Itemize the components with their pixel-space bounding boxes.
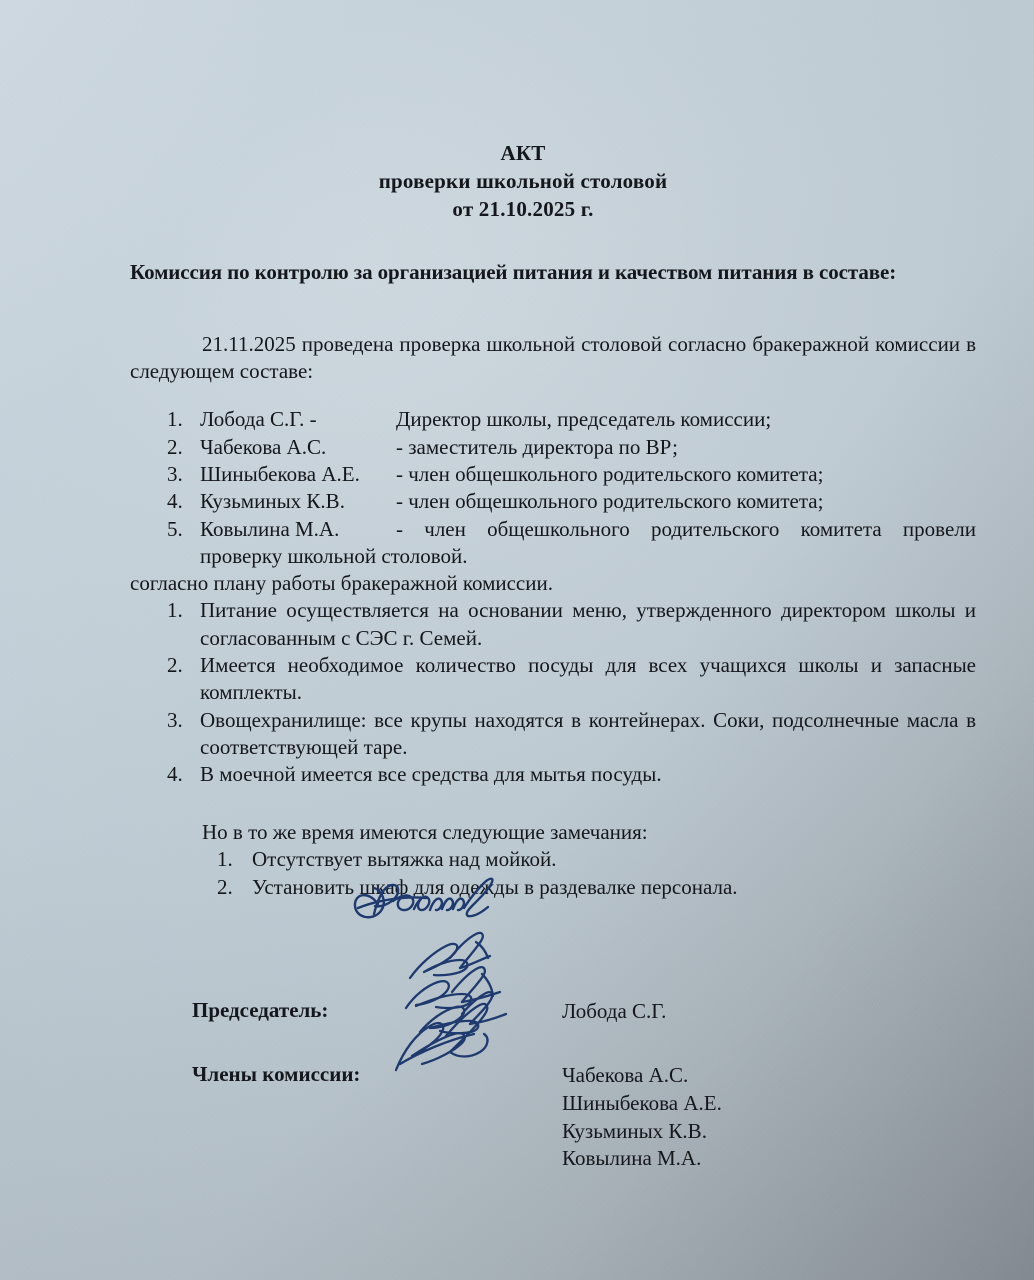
list-item: 2. Установить шкаф для одежды в раздевалке персонала. bbox=[238, 874, 976, 902]
list-item bbox=[188, 461, 976, 488]
signature-name-text: Шиныбекова А.Е. bbox=[562, 1090, 722, 1115]
list-item: 1. Питание осуществляется на основании меню, утвержденного директором школы и согласованным с СЭС г. Семей. bbox=[188, 597, 976, 652]
members-signature-row bbox=[192, 1062, 976, 1174]
list-item: 3. Овощехранилище: все крупы находятся в контейнерах. Соки, подсолнечные масла в соответствующей таре. bbox=[188, 707, 976, 762]
member-name: Чабекова А.С. bbox=[200, 434, 327, 459]
member-name: Лобода С.Г. - bbox=[200, 407, 317, 432]
plan-reference-line: согласно плану работы бракеражной комиссии. bbox=[130, 571, 553, 596]
signature-block bbox=[130, 998, 976, 1174]
list-item: 2. Имеется необходимое количество посуды для всех учащихся школы и запасные комплекты. bbox=[188, 652, 976, 707]
intro-paragraph: 21.11.2025 проведена проверка школьной столовой согласно бракеражной комиссии в следующем составе: bbox=[130, 331, 976, 384]
member-name: Кузьминых К.В. bbox=[200, 489, 345, 514]
member-role: - заместитель директора по ВР; bbox=[396, 434, 678, 459]
members-signature-names bbox=[562, 1062, 722, 1174]
list-item: 4. В моечной имеется все средства для мытья посуды. bbox=[188, 761, 976, 788]
signature-name-text: Ковылина М.А. bbox=[562, 1146, 702, 1171]
chair-signature-row bbox=[192, 998, 976, 1032]
member-role: - член общешкольного родительского комитета провели проверку школьной столовой. bbox=[200, 516, 976, 568]
list-item: 1. Отсутствует вытяжка над мойкой. bbox=[238, 846, 976, 874]
list-item bbox=[188, 488, 976, 515]
remarks-lead-in: Но в то же время имеются следующие замечания: bbox=[202, 819, 648, 844]
list-item bbox=[188, 516, 976, 571]
title-line-subject: проверки школьной столовой bbox=[378, 168, 668, 193]
list-item bbox=[188, 406, 976, 433]
findings-list bbox=[130, 597, 976, 788]
members-signature-label: Члены комиссии: bbox=[192, 1061, 361, 1086]
member-role: - член общешкольного родительского комитета; bbox=[396, 461, 824, 486]
signature-name-text: Лобода С.Г. bbox=[562, 998, 667, 1023]
chair-signature-name bbox=[562, 998, 666, 1026]
title-line-date: от 21.10.2025 г. bbox=[452, 196, 594, 221]
list-item bbox=[188, 434, 976, 461]
title-line-act: АКТ bbox=[500, 141, 546, 165]
signature-name-text: Кузьминых К.В. bbox=[562, 1118, 707, 1143]
commission-members-list bbox=[130, 406, 976, 570]
member-role: Директор школы, председатель комиссии; bbox=[396, 407, 772, 432]
chair-signature-label: Председатель: bbox=[192, 997, 329, 1022]
remarks-list bbox=[130, 846, 976, 902]
member-name: Ковылина М.А. bbox=[200, 516, 340, 541]
signature-name-text: Чабекова А.С. bbox=[562, 1062, 689, 1087]
member-name: Шиныбекова А.Е. bbox=[200, 461, 360, 486]
document-title-block bbox=[130, 0, 916, 224]
committee-heading: Комиссия по контролю за организацией питания и качеством питания в составе: bbox=[130, 259, 897, 284]
member-role: - член общешкольного родительского комитета; bbox=[396, 489, 824, 514]
